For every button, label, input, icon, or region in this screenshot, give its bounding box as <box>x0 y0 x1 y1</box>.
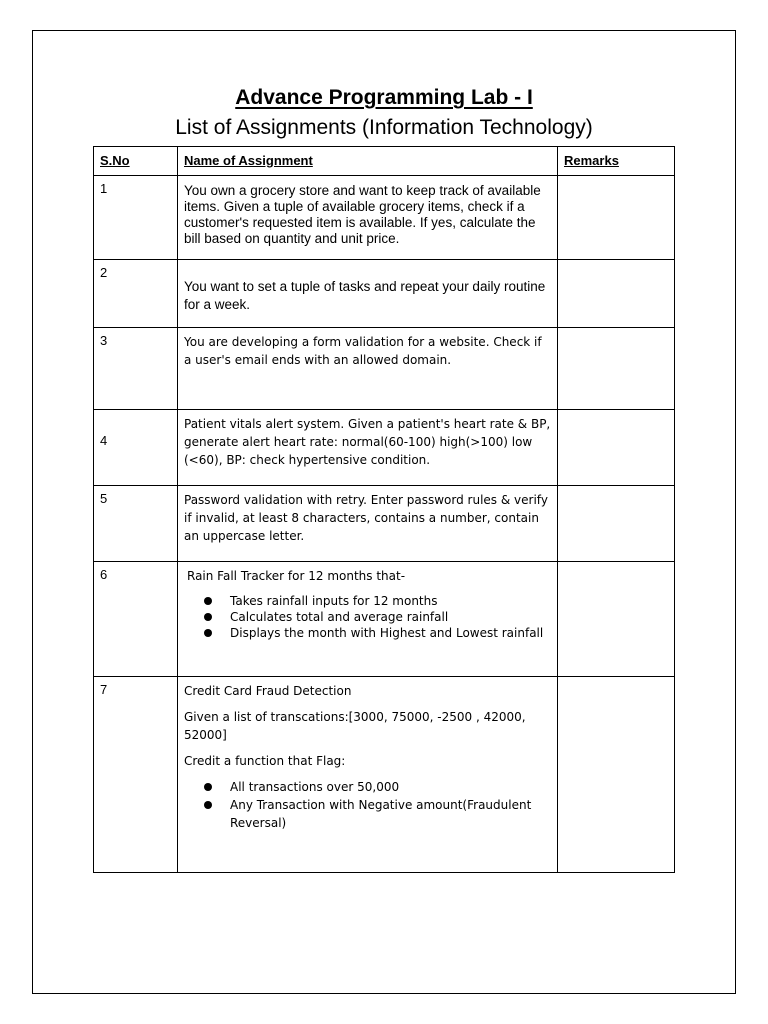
list-item-text: All transactions over 50,000 <box>230 780 400 794</box>
row-remarks <box>558 562 675 677</box>
list-item <box>204 593 551 609</box>
document-title: Advance Programming Lab - I <box>235 86 533 109</box>
assignment-text: You are developing a form validation for a website. Check if a user's email ends with an allowed domain. <box>184 335 542 367</box>
row-assignment <box>178 176 558 260</box>
row-assignment <box>178 486 558 562</box>
list-item-text: Any Transaction with Negative amount(Fraudulent Reversal) <box>230 798 532 830</box>
list-item <box>204 778 551 796</box>
list-item <box>204 609 551 625</box>
table-row <box>94 677 675 873</box>
bullet-icon <box>204 629 212 637</box>
row-remarks <box>558 328 675 410</box>
assignment-text: You own a grocery store and want to keep track of available items. Given a tuple of available grocery items, check if a customer's requested item is available. If yes, calculate the bill based on quantity and unit price. <box>184 183 541 246</box>
header-sno: S.No <box>94 147 178 176</box>
document-subtitle: List of Assignments (Information Technology) <box>175 116 593 139</box>
row-remarks <box>558 260 675 328</box>
assignment-text: Patient vitals alert system. Given a patient's heart rate & BP, generate alert heart rate: normal(60-100) high(>100) low (<60), BP: check hypertensive condition. <box>184 417 551 467</box>
row-sno: 5 <box>94 486 178 562</box>
table-row <box>94 562 675 677</box>
assignment-given: Given a list of transcations:[3000, 75000, -2500 , 42000, 52000] <box>184 710 526 742</box>
header-name-of-assignment: Name of Assignment <box>178 147 558 176</box>
row-assignment <box>178 260 558 328</box>
table-row <box>94 260 675 328</box>
row-sno: 1 <box>94 176 178 260</box>
row-remarks <box>558 176 675 260</box>
bullet-icon <box>204 597 212 605</box>
bullet-icon <box>204 801 212 809</box>
assignments-table <box>93 146 675 873</box>
list-item-text: Calculates total and average rainfall <box>230 610 449 624</box>
assignment-intro: Rain Fall Tracker for 12 months that- <box>187 569 406 583</box>
list-item <box>204 796 551 832</box>
row-sno-text: 4 <box>100 433 108 448</box>
row-sno <box>94 410 178 486</box>
list-item <box>204 625 551 641</box>
assignment-text: You want to set a tuple of tasks and repeat your daily routine for a week. <box>184 279 546 312</box>
table-row <box>94 176 675 260</box>
row-remarks <box>558 410 675 486</box>
table-row <box>94 328 675 410</box>
table-row <box>94 486 675 562</box>
assignment-instruction: Credit a function that Flag: <box>184 754 346 768</box>
row-assignment <box>178 562 558 677</box>
list-item-text: Displays the month with Highest and Lowest rainfall <box>230 626 544 640</box>
assignment-text: Password validation with retry. Enter password rules & verify if invalid, at least 8 characters, contains a number, contain an uppercase letter. <box>184 493 548 543</box>
row-remarks <box>558 677 675 873</box>
list-item-text: Takes rainfall inputs for 12 months <box>230 594 438 608</box>
table-header-row <box>94 147 675 176</box>
assignment-heading: Credit Card Fraud Detection <box>184 684 352 698</box>
row-assignment <box>178 328 558 410</box>
table-row <box>94 410 675 486</box>
row-sno: 7 <box>94 677 178 873</box>
row-sno: 6 <box>94 562 178 677</box>
row-assignment <box>178 410 558 486</box>
bullet-icon <box>204 613 212 621</box>
row-sno: 2 <box>94 260 178 328</box>
bullet-list <box>184 593 551 641</box>
bullet-list <box>184 778 551 832</box>
row-sno: 3 <box>94 328 178 410</box>
row-assignment <box>178 677 558 873</box>
bullet-icon <box>204 783 212 791</box>
header-remarks: Remarks <box>558 147 675 176</box>
row-remarks <box>558 486 675 562</box>
